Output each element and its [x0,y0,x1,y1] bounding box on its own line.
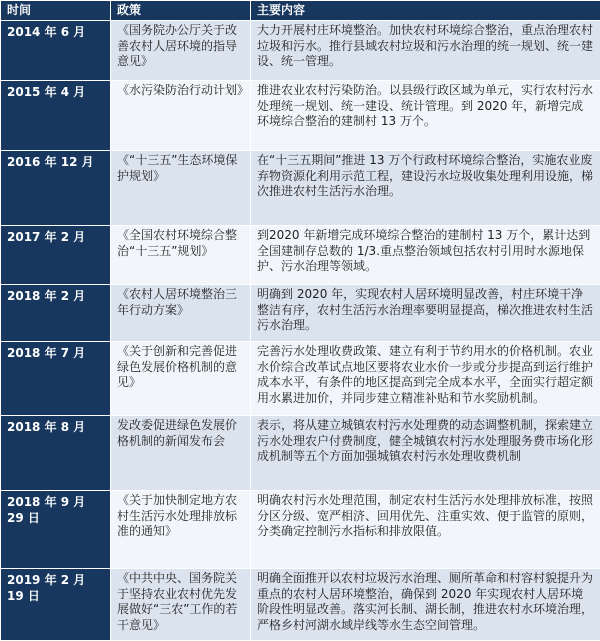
table-row [1,226,600,285]
row-date: 2018 年 7 月 [1,342,111,416]
row-date: 2016 年 12 月 [1,151,111,226]
header-date: 时间 [1,1,111,21]
row-date: 2019 年 2 月 19 日 [1,569,111,641]
row-policy: 发改委促进绿色发展价格机制的新闻发布会 [111,416,251,491]
row-policy: 《关于创新和完善促进绿色发展价格机制的意见》 [111,342,251,416]
row-content: 大力开展村庄环境整治。加快农村环境综合整治，重点治理农村垃圾和污水。推行县域农村垃圾和污水治理的统一规划、统一建设、统一管理。 [251,21,600,81]
row-date: 2018 年 8 月 [1,416,111,491]
table-row [1,81,600,151]
row-content: 明确农村污水处理范围，制定农村生活污水处理排放标准，按照分区分级、宽严相济、回用优先、注重实效、便于监管的原则，分类确定控制污水指标和排放限值。 [251,491,600,569]
row-content: 明确全面推开以农村垃圾污水治理、厕所革命和村容村貌提升为重点的农村人居环境整治，确保到 2020 年实现农村人居环境阶段性明显改善。落实河长制、湖长制，推进农村水环境治理，严格乡村河湖水域岸线等水生态空间管理。 [251,569,600,641]
row-policy: 《关于加快制定地方农村生活污水处理排放标准的通知》 [111,491,251,569]
row-content: 在“十三五期间”推进 13 万个行政村环境综合整治，实施农业废弃物资源化利用示范工程，建设污水垃圾收集处理利用设施，梯次推进农村生活污水治理。 [251,151,600,226]
row-content: 到2020 年新增完成环境综合整治的建制村 13 万个，累计达到全国建制存总数的 1/3.重点整治领域包括农村引用时水源地保护、污水治理等领域。 [251,226,600,285]
table-row [1,285,600,342]
row-policy: 《水污染防治行动计划》 [111,81,251,151]
table-row [1,342,600,416]
table-row [1,21,600,81]
row-date: 2018 年 2 月 [1,285,111,342]
row-policy: 《全国农村环境综合整治“十三五”规划》 [111,226,251,285]
row-date: 2018 年 9 月 29 日 [1,491,111,569]
row-content: 完善污水处理收费政策、建立有利于节约用水的价格机制。农业水价综合改革试点地区要将农业水价一步或分步提高到运行维护成本水平，有条件的地区提高到完全成本水平，全面实行超定额用水累进加价，并同步建立精准补贴和节水奖励机制。 [251,342,600,416]
table-row [1,569,600,641]
header-row [1,1,600,21]
row-policy: 《中共中央、国务院关于坚持农业农村优先发展做好“三农”工作的若干意见》 [111,569,251,641]
header-policy: 政策 [111,1,251,21]
row-policy: 《农村人居环境整治三年行动方案》 [111,285,251,342]
table-row [1,491,600,569]
row-date: 2015 年 4 月 [1,81,111,151]
row-date: 2017 年 2 月 [1,226,111,285]
row-content: 推进农业农村污染防治。以县级行政区域为单元，实行农村污水处理统一规划、统一建设、统计管理。到 2020 年，新增完成环境综合整治的建制村 13 万个。 [251,81,600,151]
row-policy: 《国务院办公厅关于改善农村人居环境的指导意见》 [111,21,251,81]
table-row [1,151,600,226]
row-content: 明确到 2020 年，实现农村人居环境明显改善，村庄环境干净整洁有序，农村生活污水治理率要明显提高，梯次推进农村生活污水治理。 [251,285,600,342]
table-row [1,416,600,491]
row-date: 2014 年 6 月 [1,21,111,81]
header-content: 主要内容 [251,1,600,21]
row-policy: 《“十三五”生态环境保护规划》 [111,151,251,226]
row-content: 表示，将从建立城镇农村污水处理费的动态调整机制，探索建立污水处理农户付费制度，健全城镇农村污水处理服务费市场化形成机制等五个方面加强城镇农村污水处理收费机制 [251,416,600,491]
